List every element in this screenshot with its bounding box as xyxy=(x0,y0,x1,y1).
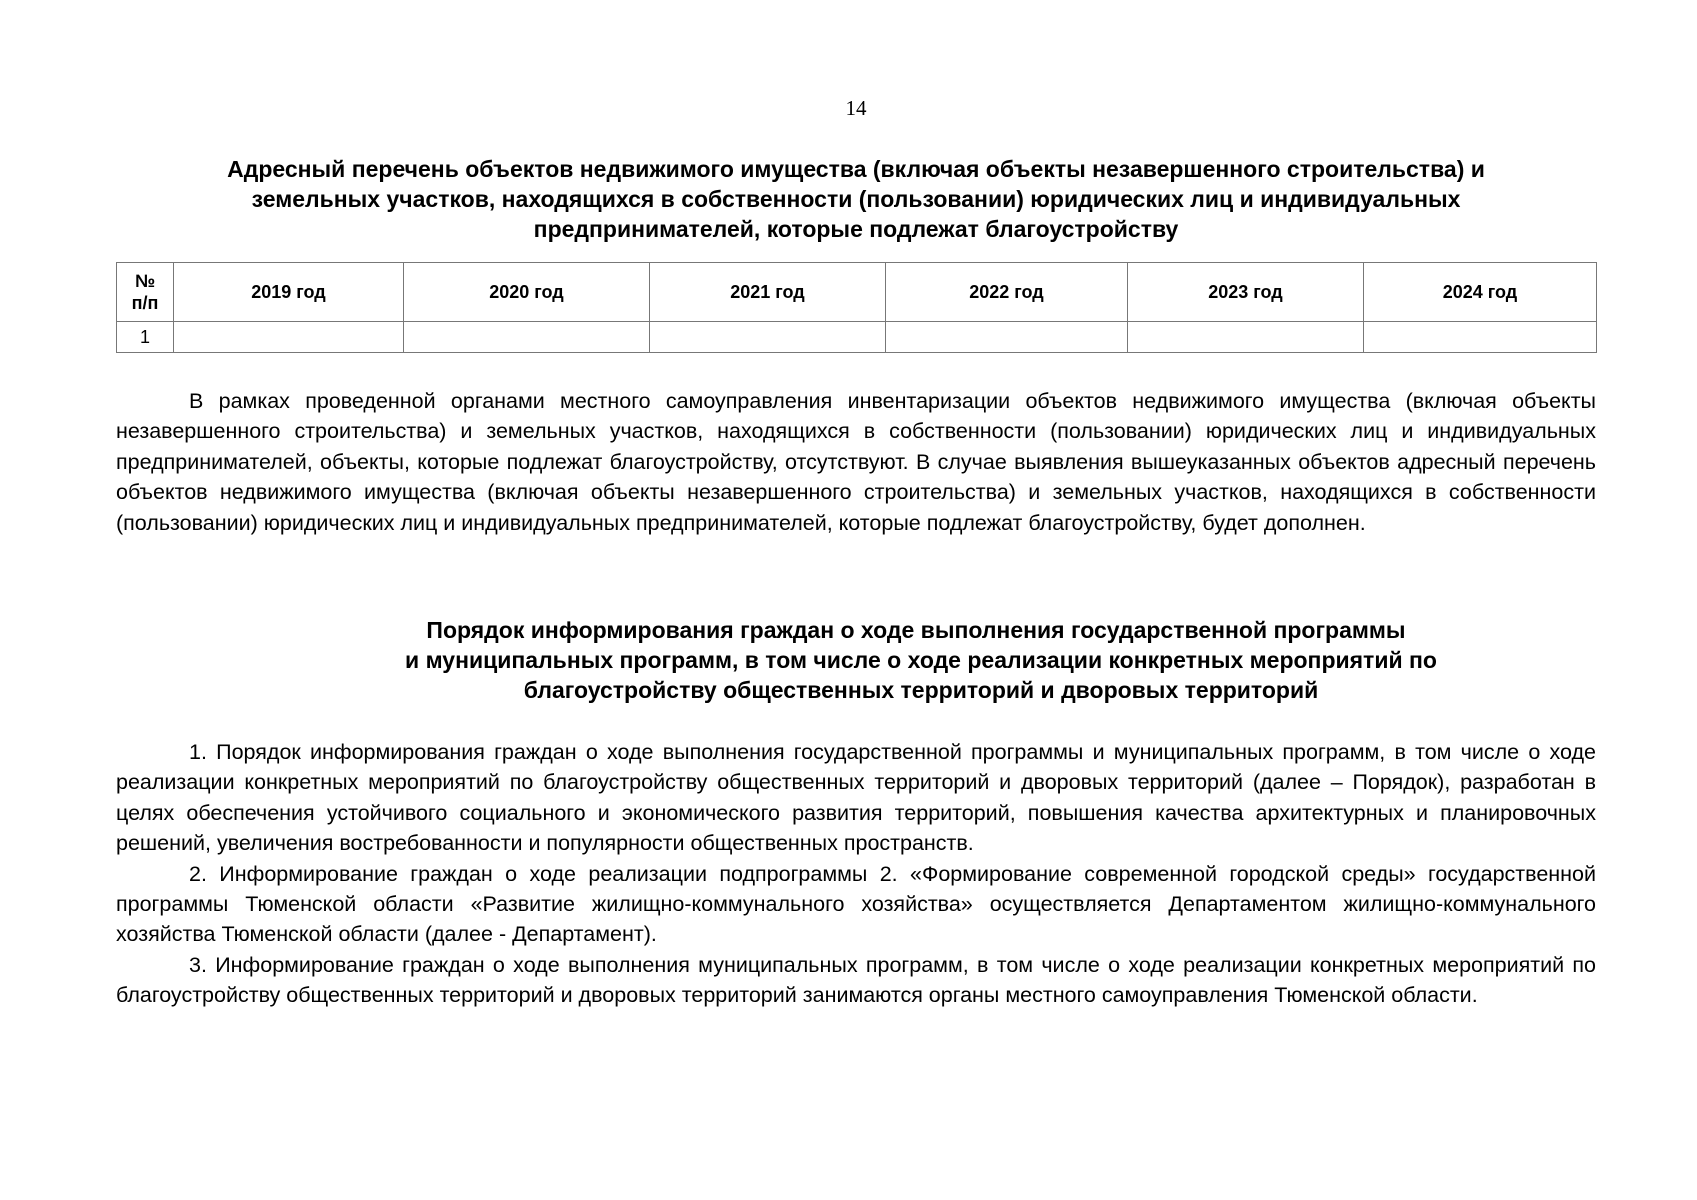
property-list-table xyxy=(116,262,1597,353)
table-cell xyxy=(650,322,886,353)
column-header-2021: 2021 год xyxy=(650,263,886,322)
table-row xyxy=(117,322,1597,353)
column-header-number-line: п/п xyxy=(131,293,159,313)
table-cell xyxy=(1364,322,1597,353)
section1-title-line: Адресный перечень объектов недвижимого имущества (включая объекты незавершенного строительства) и xyxy=(227,156,1485,182)
column-header-number-line: № xyxy=(134,271,156,291)
section2-title-line: и муниципальных программ, в том числе о ходе реализации конкретных мероприятий по xyxy=(405,647,1437,673)
table-cell xyxy=(404,322,650,353)
section1-body xyxy=(116,386,1596,538)
column-header-number xyxy=(117,263,174,322)
section2-paragraph-3: 3. Информирование граждан о ходе выполнения муниципальных программ, в том числе о ходе реализации конкретных мероприятий по благоустройству общественных территорий и дворовых территорий занимаются органы местного самоуправления Тюменской области. xyxy=(116,952,1596,1008)
table-cell xyxy=(174,322,404,353)
column-header-2019: 2019 год xyxy=(174,263,404,322)
section1-title-line: предпринимателей, которые подлежат благоустройству xyxy=(533,216,1179,242)
section2-body xyxy=(116,737,1596,1011)
column-header-2022: 2022 год xyxy=(886,263,1128,322)
table-cell xyxy=(886,322,1128,353)
table-cell-number: 1 xyxy=(117,322,174,353)
section2-title-line: Порядок информирования граждан о ходе выполнения государственной программы xyxy=(426,617,1406,643)
section2-paragraph-2: 2. Информирование граждан о ходе реализации подпрограммы 2. «Формирование современной городской среды» государственной программы Тюменской области «Развитие жилищно-коммунального хозяйства» осуществляется Департаментом жилищно-коммунального хозяйства Тюменской области (далее - Департамент). xyxy=(116,861,1596,947)
column-header-2020: 2020 год xyxy=(404,263,650,322)
table-cell xyxy=(1128,322,1364,353)
column-header-2024: 2024 год xyxy=(1364,263,1597,322)
section2-paragraph-1: 1. Порядок информирования граждан о ходе выполнения государственной программы и муниципальных программ, в том числе о ходе реализации конкретных мероприятий по благоустройству общественных территорий и дворовых территорий (далее – Порядок), разработан в целях обеспечения устойчивого социального и экономического развития территорий, повышения качества архитектурных и планировочных решений, увеличения востребованности и популярности общественных пространств. xyxy=(116,740,1596,856)
section1-title xyxy=(116,154,1596,244)
section2-title-line: благоустройству общественных территорий и дворовых территорий xyxy=(523,677,1319,703)
column-header-2023: 2023 год xyxy=(1128,263,1364,322)
table-header-row xyxy=(117,263,1597,322)
page-number: 14 xyxy=(845,96,867,120)
section2-title xyxy=(116,615,1596,705)
section1-title-line: земельных участков, находящихся в собственности (пользовании) юридических лиц и индивидуальных xyxy=(251,186,1461,212)
section1-paragraph: В рамках проведенной органами местного самоуправления инвентаризации объектов недвижимого имущества (включая объекты незавершенного строительства) и земельных участков, находящихся в собственности (пользовании) юридических лиц и индивидуальных предпринимателей, объекты, которые подлежат благоустройству, отсутствуют. В случае выявления вышеуказанных объектов адресный перечень объектов недвижимого имущества (включая объекты незавершенного строительства) и земельных участков, находящихся в собственности (пользовании) юридических лиц и индивидуальных предпринимателей, которые подлежат благоустройству, будет дополнен. xyxy=(116,389,1596,535)
